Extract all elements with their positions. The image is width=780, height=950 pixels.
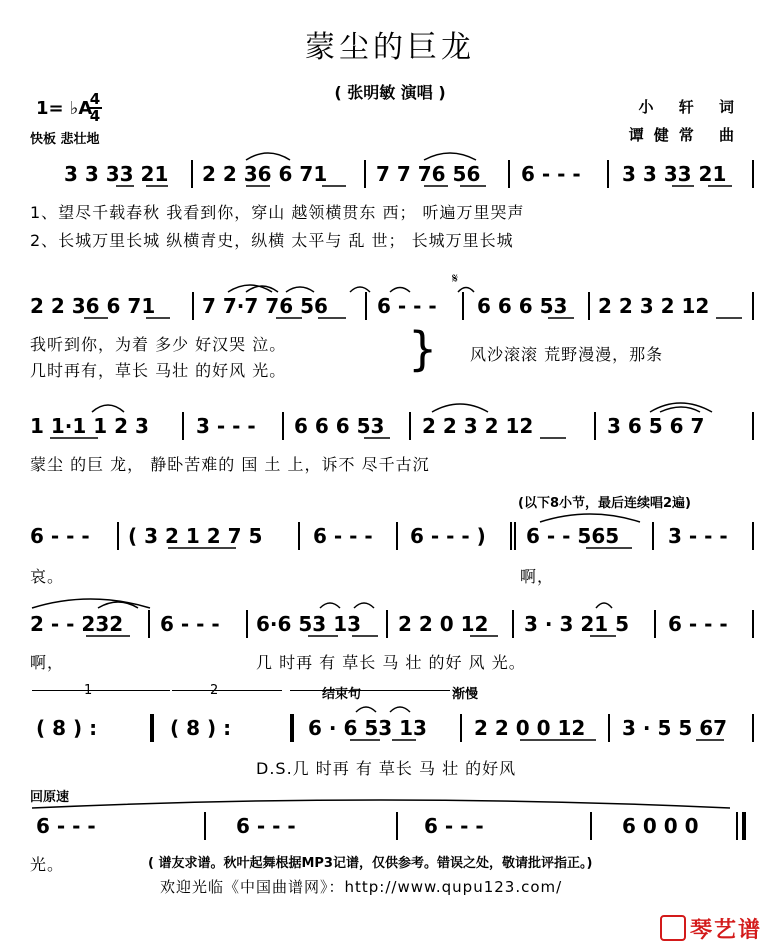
measure: 6 - - - — [36, 814, 96, 838]
measure: 6 · 6 53 13 — [308, 716, 427, 740]
ending-mark: 结束句 — [322, 687, 362, 702]
measure: 6 - - - — [30, 524, 90, 548]
key-signature: 1= ♭A — [36, 98, 93, 119]
volta-mark: 1 — [84, 683, 93, 698]
lyric-line: 光。 — [30, 855, 65, 874]
measure: 2 2 0 0 12 — [474, 716, 586, 740]
barline — [752, 292, 754, 320]
lyric-line: 几 时再 有 草长 马 壮 的好 风 光。 — [256, 653, 526, 672]
volta-line — [32, 690, 170, 691]
measure: ( 8 ) : — [36, 716, 98, 740]
barline — [590, 812, 592, 840]
measure: 6 6 6 53 — [477, 294, 568, 318]
volta-line — [172, 690, 282, 691]
measure: 6 - - - ) — [410, 524, 486, 548]
barline — [607, 160, 609, 188]
tempo-marking: 快板 悲壮地 — [30, 132, 100, 147]
ending-line — [290, 690, 450, 691]
lyric-line: 我听到你，为着 多少 好汉哭 泣。 — [30, 335, 287, 354]
time-signature-bottom: 4 — [89, 107, 101, 125]
measure: 2 2 3 2 12 — [422, 414, 534, 438]
measure: 2 2 0 12 — [398, 612, 489, 636]
lyric-line: 蒙尘 的巨 龙， 静卧苦难的 国 土 上，诉不 尽千古沉 — [30, 455, 430, 474]
barline — [608, 714, 610, 742]
barline — [462, 292, 464, 320]
measure: ( 3 2 1 2 7 5 — [128, 524, 263, 548]
barline — [191, 160, 193, 188]
lyricist: 小 轩 词 — [638, 98, 744, 116]
barline — [510, 522, 512, 550]
barline — [192, 292, 194, 320]
measure: 2 2 3 2 12 — [598, 294, 710, 318]
barline — [282, 412, 284, 440]
lyric-line: 1、望尽千载春秋 我看到你，穿山 越领横贯东 西； 听遍万里哭声 — [30, 203, 525, 222]
barline — [364, 160, 366, 188]
barline — [512, 610, 514, 638]
lyric-line: 2、长城万里长城 纵横青史，纵横 太平与 乱 世； 长城万里长城 — [30, 231, 514, 250]
barline — [117, 522, 119, 550]
measure: 6 - - - — [160, 612, 220, 636]
measure: 2 - - 232 — [30, 612, 124, 636]
measure: 6·6 53 13 — [256, 612, 362, 636]
measure: 6 - - - — [377, 294, 437, 318]
measure: 6 - - - — [424, 814, 484, 838]
measure: 3 - - - — [668, 524, 728, 548]
barline — [594, 412, 596, 440]
repeat-barline — [150, 714, 154, 742]
final-barline — [742, 812, 746, 840]
tempo-mark: 回原速 — [30, 790, 70, 805]
measure: 6 - - - — [236, 814, 296, 838]
time-signature-top: 4 — [89, 90, 101, 108]
composer: 谭健常 曲 — [628, 126, 744, 144]
barline — [148, 610, 150, 638]
measure: 2 2 36 6 71 — [30, 294, 156, 318]
measure: 3 3 33 21 — [64, 162, 169, 186]
barline — [386, 610, 388, 638]
barline — [396, 522, 398, 550]
barline — [752, 412, 754, 440]
measure: 2 2 36 6 71 — [202, 162, 328, 186]
barline — [752, 714, 754, 742]
final-barline — [736, 812, 738, 840]
lyric-line: 几时再有，草长 马壮 的好风 光。 — [30, 361, 287, 380]
barline — [182, 412, 184, 440]
measure: 7 7 76 56 — [376, 162, 481, 186]
logo-icon — [660, 915, 686, 941]
measure: 6 - - - — [668, 612, 728, 636]
brand-name: 琴艺谱 — [689, 918, 762, 943]
performance-note: (以下8小节，最后连续唱2遍) — [518, 496, 691, 511]
barline — [514, 522, 516, 550]
barline — [752, 160, 754, 188]
lyric-line: 啊， — [30, 653, 65, 672]
footnote: ( 谱友求谱。秋叶起舞根据MP3记谱，仅供参考。错误之处，敬请批评指正。) — [148, 856, 593, 871]
barline — [652, 522, 654, 550]
measure: ( 8 ) : — [170, 716, 232, 740]
lyric-line: 哀。 — [30, 567, 65, 586]
barline — [508, 160, 510, 188]
measure: 1 1·1 1 2 3 — [30, 414, 149, 438]
tempo-mark: 渐慢 — [452, 687, 479, 702]
site-logo — [660, 913, 762, 944]
measure: 3 3 33 21 — [622, 162, 727, 186]
brace-icon: } — [408, 322, 438, 376]
repeat-barline — [290, 714, 294, 742]
barline — [460, 714, 462, 742]
barline — [752, 522, 754, 550]
barline — [588, 292, 590, 320]
score-title: 蒙尘的巨龙 — [305, 30, 475, 65]
measure: 7 7·7 76 56 — [202, 294, 328, 318]
lyric-line: 风沙滚滚 荒野漫漫，那条 — [470, 345, 664, 364]
measure: 6 0 0 0 — [622, 814, 699, 838]
barline — [246, 610, 248, 638]
barline — [409, 412, 411, 440]
measure: 6 6 6 53 — [294, 414, 385, 438]
measure: 3 · 3 21 5 — [524, 612, 630, 636]
measure: 6 - - - — [313, 524, 373, 548]
welcome-text: 欢迎光临《中国曲谱网》：http://www.qupu123.com/ — [160, 878, 563, 896]
barline — [654, 610, 656, 638]
barline — [752, 610, 754, 638]
barline — [298, 522, 300, 550]
volta-mark: 2 — [210, 683, 219, 698]
measure: 3 - - - — [196, 414, 256, 438]
barline — [396, 812, 398, 840]
measure: 3 6 5 6 7 — [607, 414, 705, 438]
segno-icon: 𝄋 — [452, 271, 459, 287]
barline — [365, 292, 367, 320]
lyric-line: D.S.几 时再 有 草长 马 壮 的好风 — [256, 759, 517, 778]
time-signature — [88, 92, 102, 124]
measure: 6 - - - — [521, 162, 581, 186]
lyric-line: 啊， — [520, 567, 555, 586]
barline — [204, 812, 206, 840]
measure: 6 - - 565 — [526, 524, 620, 548]
measure: 3 · 5 5 67 — [622, 716, 728, 740]
performer-credit: ( 张明敏 演唱 ) — [334, 83, 446, 102]
